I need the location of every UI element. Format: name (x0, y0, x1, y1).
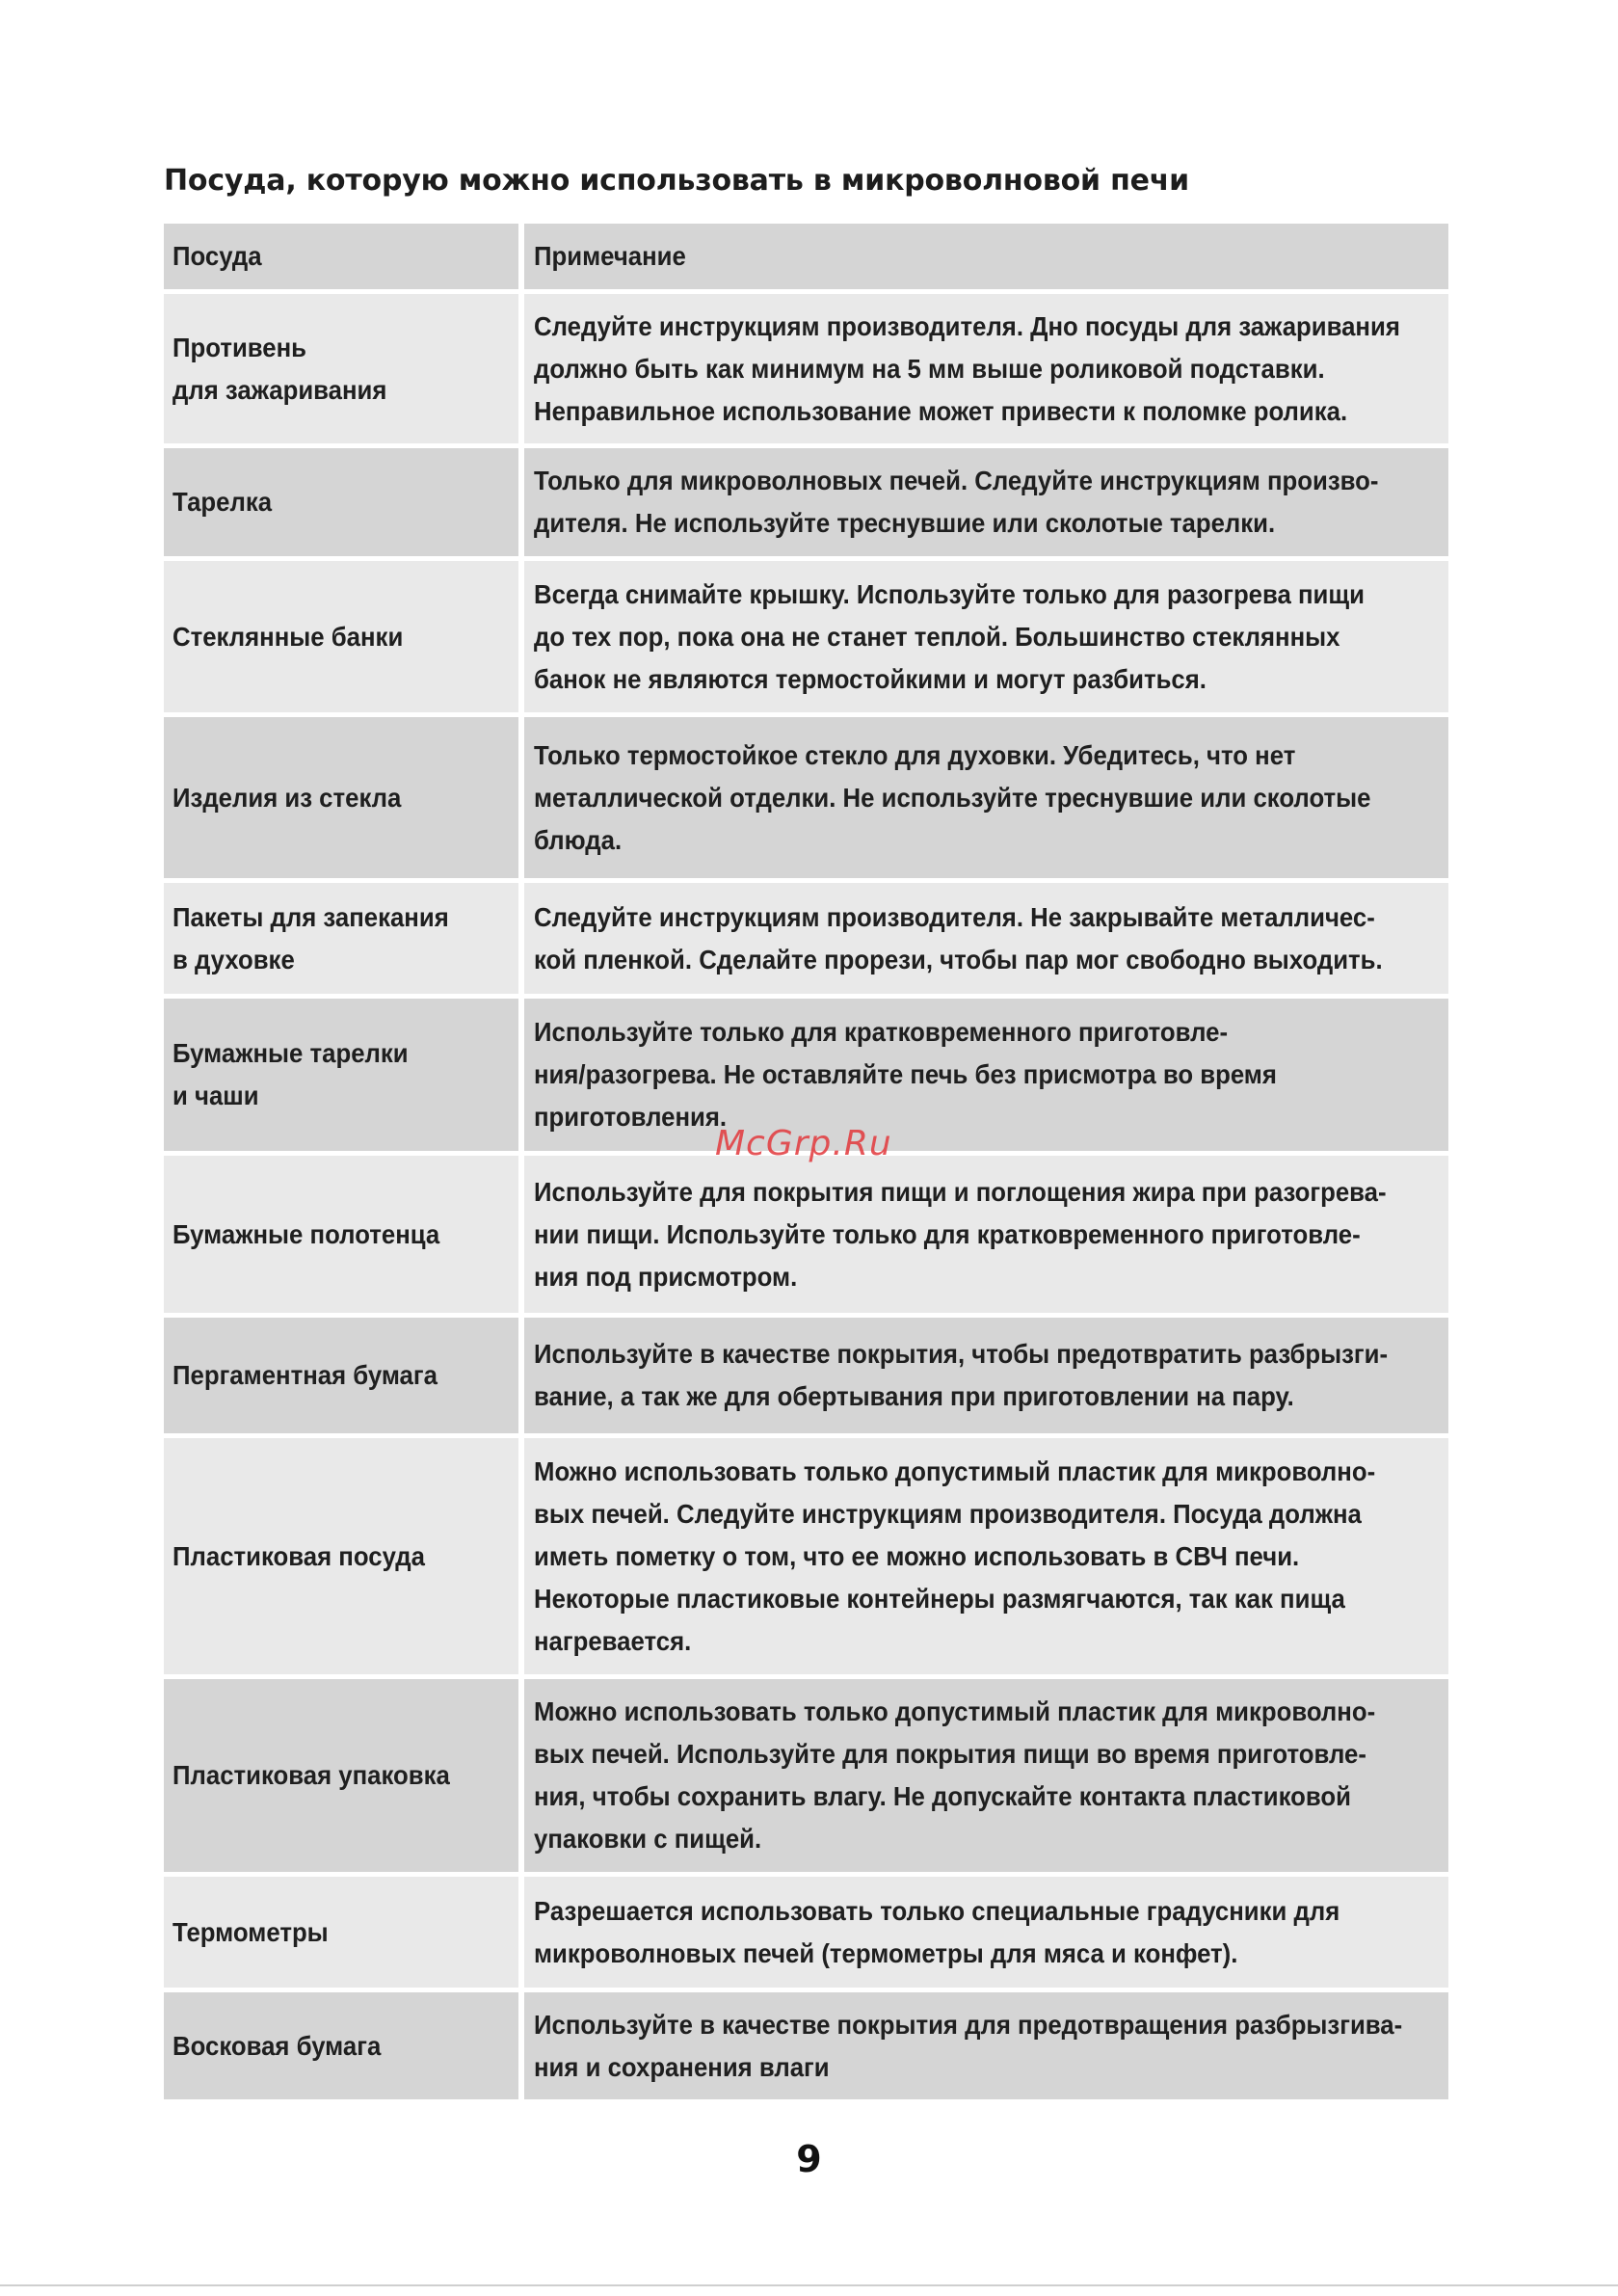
note-cell (524, 1877, 1448, 1992)
note-cell (524, 1438, 1448, 1679)
cookware-name: Противень для зажаривания (172, 332, 387, 405)
cookware-note: Используйте только для кратковременного приготовле- ния/разогрева. Не оставляйте печь без присмотра во время приготовления. (534, 1017, 1277, 1132)
table-row (164, 294, 1448, 448)
cookware-note: Можно использовать только допустимый пластик для микроволно- вых печей. Используйте для покрытия пищи во время приготовле- ния, чтобы сохранить влагу. Не допускайте контакта пластиковой упаковки с пищей. (534, 1696, 1376, 1854)
cookware-name: Пластиковая упаковка (172, 1760, 450, 1790)
cookware-cell (164, 883, 524, 999)
table-row (164, 1992, 1448, 2104)
cookware-cell (164, 1156, 524, 1318)
note-cell (524, 717, 1448, 883)
table-row (164, 561, 1448, 717)
cookware-name: Пластиковая посуда (172, 1540, 425, 1571)
note-cell (524, 1318, 1448, 1438)
table-row (164, 1318, 1448, 1438)
cookware-name: Пергаментная бумага (172, 1360, 438, 1390)
cookware-cell (164, 448, 524, 561)
note-cell (524, 1156, 1448, 1318)
cookware-name: Тарелка (172, 487, 273, 517)
table-row (164, 1156, 1448, 1318)
bottom-rule (0, 2284, 1618, 2286)
cookware-note: Следуйте инструкциям производителя. Дно посуды для зажаривания должно быть как минимум на 5 мм выше роликовой подставки. Неправильное использование может привести к поломке ролика. (534, 310, 1400, 426)
note-cell (524, 883, 1448, 999)
cookware-note: Используйте в качестве покрытия для предотвращения разбрызгива- ния и сохранения влаги (534, 2009, 1403, 2082)
cookware-note: Всегда снимайте крышку. Используйте только для разогрева пищи до тех пор, пока она не станет теплой. Большинство стеклянных банок не являются термостойкими и могут разбиться. (534, 578, 1365, 694)
note-cell (524, 1992, 1448, 2104)
table-row (164, 1438, 1448, 1679)
cookware-note: Можно использовать только допустимый пластик для микроволно- вых печей. Следуйте инструкциям производителя. Посуда должна иметь пометку о том, что ее можно использовать в СВЧ печи. Некоторые пластиковые контейнеры размягчаются, так как пища нагревается. (534, 1455, 1376, 1656)
cookware-name: Стеклянные банки (172, 621, 404, 652)
header-cookware: Посуда (164, 224, 524, 294)
cookware-note: Только термостойкое стекло для духовки. Убедитесь, что нет металлической отделки. Не используйте треснувшие или сколотые блюда. (534, 739, 1371, 855)
table-row (164, 717, 1448, 883)
note-cell (524, 999, 1448, 1156)
cookware-name: Восковая бумага (172, 2030, 382, 2061)
note-cell (524, 294, 1448, 448)
cookware-note: Следуйте инструкциям производителя. Не закрывайте металличес- кой пленкой. Сделайте прорези, чтобы пар мог свободно выходить. (534, 901, 1383, 974)
cookware-note: Используйте в качестве покрытия, чтобы предотвратить разбрызги- вание, а так же для обертывания при приготовлении на пару. (534, 1339, 1389, 1411)
page-number: 9 (796, 2138, 822, 2180)
cookware-cell (164, 1877, 524, 1992)
table-header-row (164, 224, 1448, 294)
cookware-cell (164, 1318, 524, 1438)
table-row (164, 1679, 1448, 1877)
note-cell (524, 561, 1448, 717)
cookware-name: Пакеты для запекания в духовке (172, 901, 449, 974)
cookware-name: Термометры (172, 1916, 329, 1947)
cookware-cell (164, 561, 524, 717)
cookware-cell (164, 717, 524, 883)
cookware-cell (164, 1992, 524, 2104)
watermark: McGrp.Ru (715, 1124, 892, 1163)
cookware-cell (164, 999, 524, 1156)
section-title: Посуда, которую можно использовать в микроволновой печи (164, 164, 1189, 198)
cookware-cell (164, 294, 524, 448)
cookware-cell (164, 1679, 524, 1877)
cookware-name: Бумажные тарелки и чаши (172, 1038, 409, 1110)
cookware-note: Используйте для покрытия пищи и поглощения жира при разогрева- нии пищи. Используйте только для кратковременного приготовле- ния под присмотром. (534, 1176, 1387, 1292)
cookware-table (164, 224, 1448, 2104)
cookware-note: Только для микроволновых печей. Следуйте инструкциям произво- дителя. Не используйте треснувшие или сколотые тарелки. (534, 466, 1379, 538)
cookware-cell (164, 1438, 524, 1679)
table-row (164, 448, 1448, 561)
table-row (164, 1877, 1448, 1992)
header-note: Примечание (524, 224, 1448, 294)
table-row (164, 883, 1448, 999)
note-cell (524, 1679, 1448, 1877)
cookware-note: Разрешается использовать только специальные градусники для микроволновых печей (термометры для мяса и конфет). (534, 1895, 1340, 1968)
note-cell (524, 448, 1448, 561)
cookware-name: Изделия из стекла (172, 782, 402, 813)
cookware-name: Бумажные полотенца (172, 1218, 440, 1249)
